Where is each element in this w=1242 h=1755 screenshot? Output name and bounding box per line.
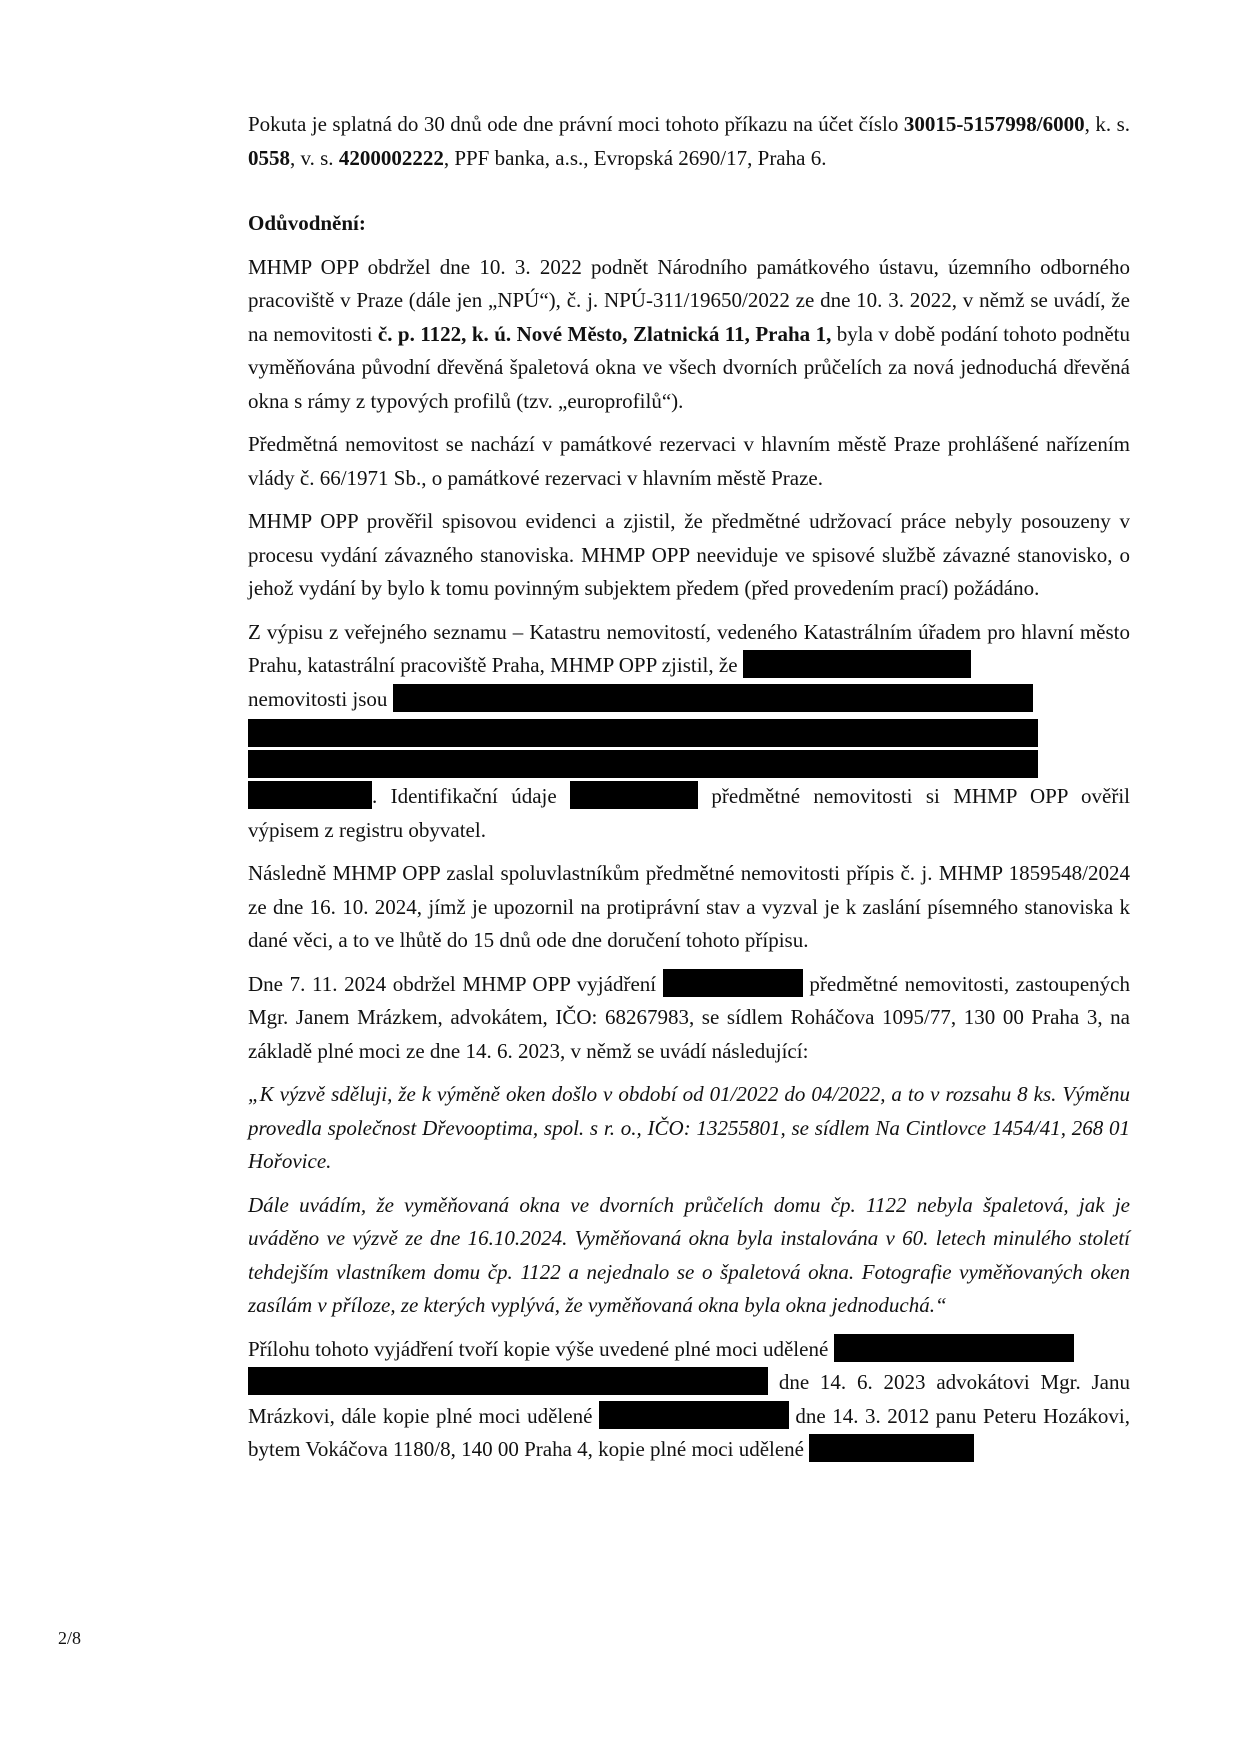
paragraph-cadastre xyxy=(248,616,1130,848)
text: , PPF banka, a.s., Evropská 2690/17, Praha 6. xyxy=(443,145,827,170)
page-number: 2/8 xyxy=(58,1628,82,1648)
paragraph-statement-received xyxy=(248,968,1130,1069)
variable-symbol: 4200002222 xyxy=(338,145,444,170)
paragraph-notice-letter: Následně MHMP OPP zaslal spoluvlastníkům předmětné nemovitosti přípis č. j. MHMP 1859548/2024 ze dne 16. 10. 2024, jímž je upozornil na protiprávní stav a vyzval je k zaslání písemného stanoviska k dané věci, a to ve lhůtě do 15 dnů ode dne doručení tohoto přípisu. xyxy=(248,861,1130,952)
constant-symbol: 0558 xyxy=(248,145,290,170)
paragraph-reservation: Předmětná nemovitost se nachází v památkové rezervaci v hlavním městě Praze prohlášené nařízením vlády č. 66/1971 Sb., o památkové rezervaci v hlavním městě Praze. xyxy=(248,432,1130,490)
paragraph-records-check: MHMP OPP prověřil spisovou evidenci a zjistil, že předmětné udržovací práce nebyly posouzeny v procesu vydání závazného stanoviska. MHMP OPP neeviduje ve spisové službě závazné stanovisko, o jehož vydání by bylo k tomu povinným subjektem předem (před provedením prací) požádáno. xyxy=(248,509,1130,600)
text: MHMP OPP obdržel dne 10. 3. 2022 podnět Národního památkového ústavu, územního odborného pracoviště v Praze (dále jen „NPÚ“), č. j. NPÚ-311/19650/2022 ze dne 10. 3. 2022, v němž se uvádí, že na nemovitosti xyxy=(248,254,1130,346)
paragraph-attachments xyxy=(248,1333,1130,1467)
account-number: 30015-5157998/6000 xyxy=(903,112,1085,136)
redaction-block xyxy=(834,1334,1074,1362)
text: dne 14. 3. 2012 panu Peteru Hozákovi, bytem Vokáčova 1180/8, 140 00 Praha 4, kopie plné moci udělené xyxy=(248,1403,1131,1461)
text: , v. s. xyxy=(290,145,339,170)
property-address: č. p. 1122, k. ú. Nové Město, Zlatnická 11, Praha 1, xyxy=(377,321,832,346)
text: Z výpisu z veřejného seznamu – Katastru nemovitostí, vedeného Katastrálním úřadem pro hlavní město Prahu, katastrální pracoviště Praha, MHMP OPP zjistil, že xyxy=(248,619,1130,677)
redaction-block xyxy=(570,781,698,809)
text: byla v době podání tohoto podnětu vyměňována původní dřevěná špaletová okna ve všech dvorních průčelích za nová jednoduchá dřevěná okna s rámy z typových profilů (tzv. „europrofilů“). xyxy=(248,321,1130,413)
redaction-block xyxy=(248,1367,768,1395)
text: předmětné nemovitosti, zastoupených Mgr. Janem Mrázkem, advokátem, IČO: 68267983, se sídlem Roháčova 1095/77, 130 00 Praha 3, na základě plné moci ze dne 14. 6. 2023, v němž se uvádí následující: xyxy=(248,971,1130,1063)
redaction-block xyxy=(248,781,372,809)
redaction-block xyxy=(809,1434,974,1462)
text: dne 14. 6. 2023 advokátovi Mgr. Janu Mrázkovi, dále kopie plné moci udělené xyxy=(248,1370,1131,1428)
text: , k. s. xyxy=(1084,112,1130,136)
section-heading: Odůvodnění: xyxy=(248,211,366,235)
text: nemovitosti jsou xyxy=(248,686,388,711)
redaction-block xyxy=(248,750,1038,778)
paragraph-npu-initiative xyxy=(248,251,1130,419)
quoted-statement-part-1: „K výzvě sděluji, že k výměně oken došlo v období od 01/2022 do 04/2022, a to v rozsahu 8 ks. Výměnu provedla společnost Dřevooptima, spol. s r. o., IČO: 13255801, se sídlem Na Cintlovce 1454/41, 268 01 Hořovice. xyxy=(248,1082,1130,1173)
text: Dne 7. 11. 2024 obdržel MHMP OPP vyjádření xyxy=(248,971,657,996)
document-body xyxy=(248,108,1130,1467)
text: . Identifikační údaje xyxy=(372,784,557,808)
text: Pokuta je splatná do 30 dnů ode dne právní moci tohoto příkazu na účet číslo xyxy=(248,112,904,136)
payment-paragraph xyxy=(248,108,1130,175)
text: Přílohu tohoto vyjádření tvoří kopie výše uvedené plné moci udělené xyxy=(248,1336,829,1361)
redaction-block xyxy=(743,650,971,678)
redaction-block xyxy=(393,684,1033,712)
text: předmětné nemovitosti si MHMP OPP ověřil výpisem z registru obyvatel. xyxy=(248,784,1131,842)
redaction-block xyxy=(663,969,803,997)
redaction-block xyxy=(599,1401,789,1429)
redaction-block xyxy=(248,719,1038,747)
quoted-statement-part-2: Dále uvádím, že vyměňovaná okna ve dvorních průčelích domu čp. 1122 nebyla špaletová, jak je uváděno ve výzvě ze dne 16.10.2024. Vyměňovaná okna byla instalována v 60. letech minulého století tehdejším vlastníkem domu čp. 1122 a nejednalo se o špaletová okna. Fotografie vyměňovaných oken zasílám v příloze, ze kterých vyplývá, že vyměňovaná okna byla okna jednoduchá.“ xyxy=(248,1192,1130,1317)
